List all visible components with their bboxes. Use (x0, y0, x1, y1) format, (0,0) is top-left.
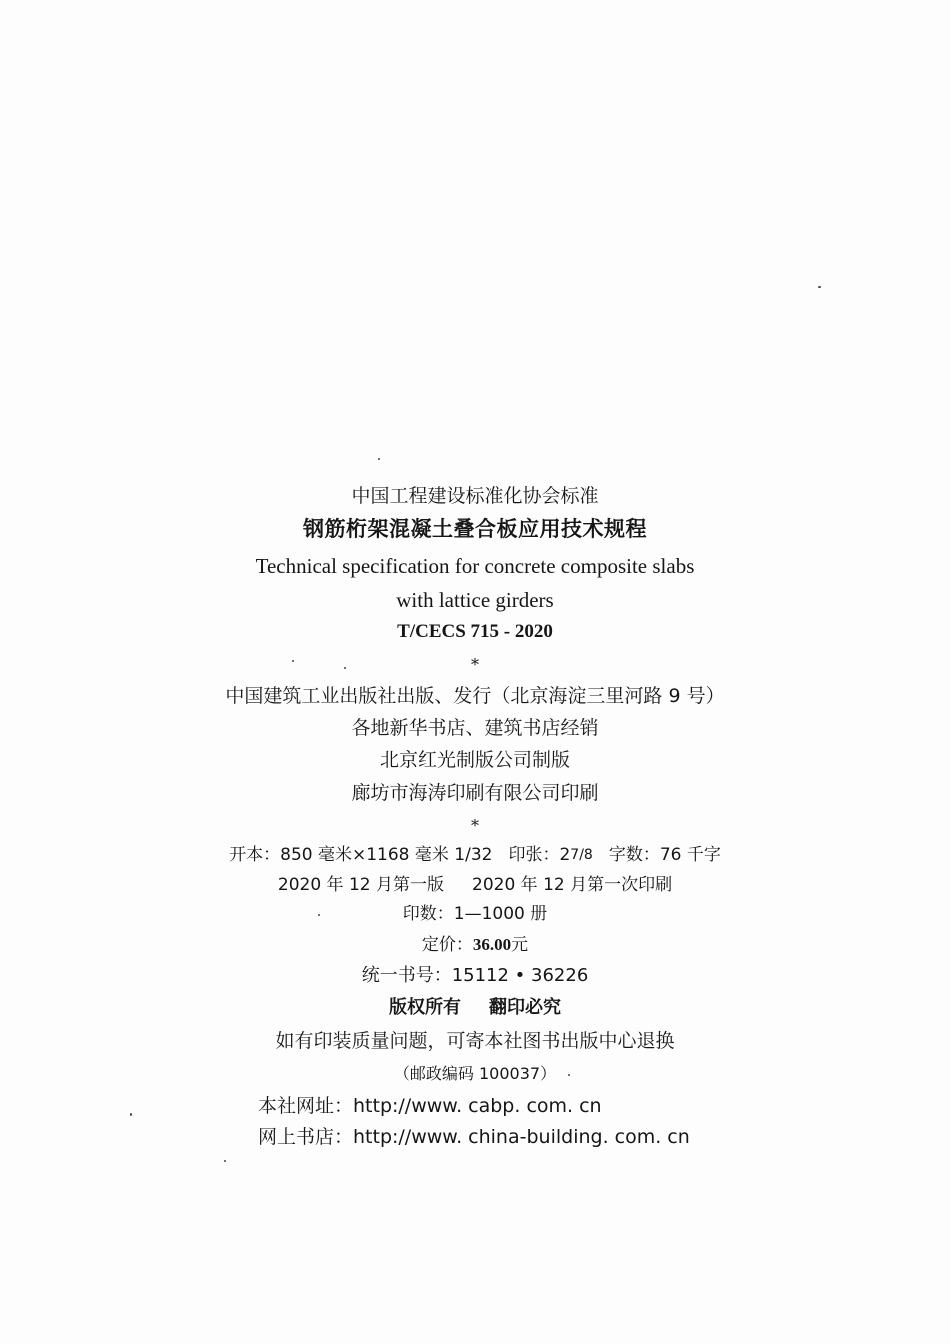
printer-line: 廊坊市海涛印刷有限公司印刷 (351, 782, 599, 804)
scan-speck (224, 1160, 226, 1162)
publisher-line: 中国建筑工业出版社出版、发行（北京海淀三里河路 9 号） (225, 685, 725, 707)
word-count: 字数：76 千字 (608, 845, 721, 865)
printed-sheets-whole: 2 (559, 845, 571, 865)
plate-maker-line: 北京红光制版公司制版 (379, 749, 570, 771)
first-printing: 2020 年 12 月第一次印刷 (472, 875, 673, 895)
book-number: 统一书号：15112 • 36226 (361, 965, 589, 986)
price-value: 36.00 (472, 935, 512, 954)
scan-speck (130, 1113, 132, 1116)
price-unit: 元 (511, 935, 529, 955)
standard-title-en-line2: with lattice girders (396, 588, 554, 612)
distributors-line: 各地新华书店、建筑书店经销 (351, 717, 599, 739)
price-label: 定价： (421, 935, 473, 955)
standard-code: T/CECS 715 - 2020 (397, 621, 553, 642)
postal-code: （邮政编码 100037） (393, 1064, 557, 1083)
printed-sheets (508, 845, 592, 865)
scan-speck (344, 667, 346, 669)
rights-reserved: 版权所有 (389, 997, 461, 1018)
online-bookstore: 网上书店：http://www. china-building. com. cn (258, 1126, 690, 1148)
no-reproduction: 翻印必究 (489, 997, 561, 1018)
standard-title-en-line1: Technical specification for concrete composite slabs (255, 554, 695, 578)
return-note: 如有印装质量问题，可寄本社图书出版中心退换 (275, 1030, 675, 1052)
scan-speck (292, 660, 294, 662)
issuer-line: 中国工程建设标准化协会标准 (351, 485, 599, 507)
edition-line (0, 877, 950, 894)
scan-speck (318, 914, 320, 916)
price-line (0, 936, 950, 954)
scan-speck (568, 1074, 570, 1076)
printed-sheets-fraction: 7/8 (570, 847, 593, 863)
separator-star: * (471, 655, 479, 674)
format-size: 开本：850 毫米×1168 毫米 1/32 (229, 845, 493, 865)
publisher-website: 本社网址：http://www. cabp. com. cn (258, 1095, 602, 1117)
standard-title-cn: 钢筋桁架混凝土叠合板应用技术规程 (303, 517, 647, 541)
scan-speck (818, 286, 821, 288)
printed-sheets-label: 印张： (508, 845, 560, 865)
first-edition: 2020 年 12 月第一版 (277, 875, 444, 895)
separator-star: * (471, 816, 479, 835)
format-specs-line (0, 847, 950, 864)
print-run: 印数：1—1000 册 (402, 904, 548, 924)
rights-line (0, 999, 950, 1017)
scan-speck (378, 458, 380, 460)
